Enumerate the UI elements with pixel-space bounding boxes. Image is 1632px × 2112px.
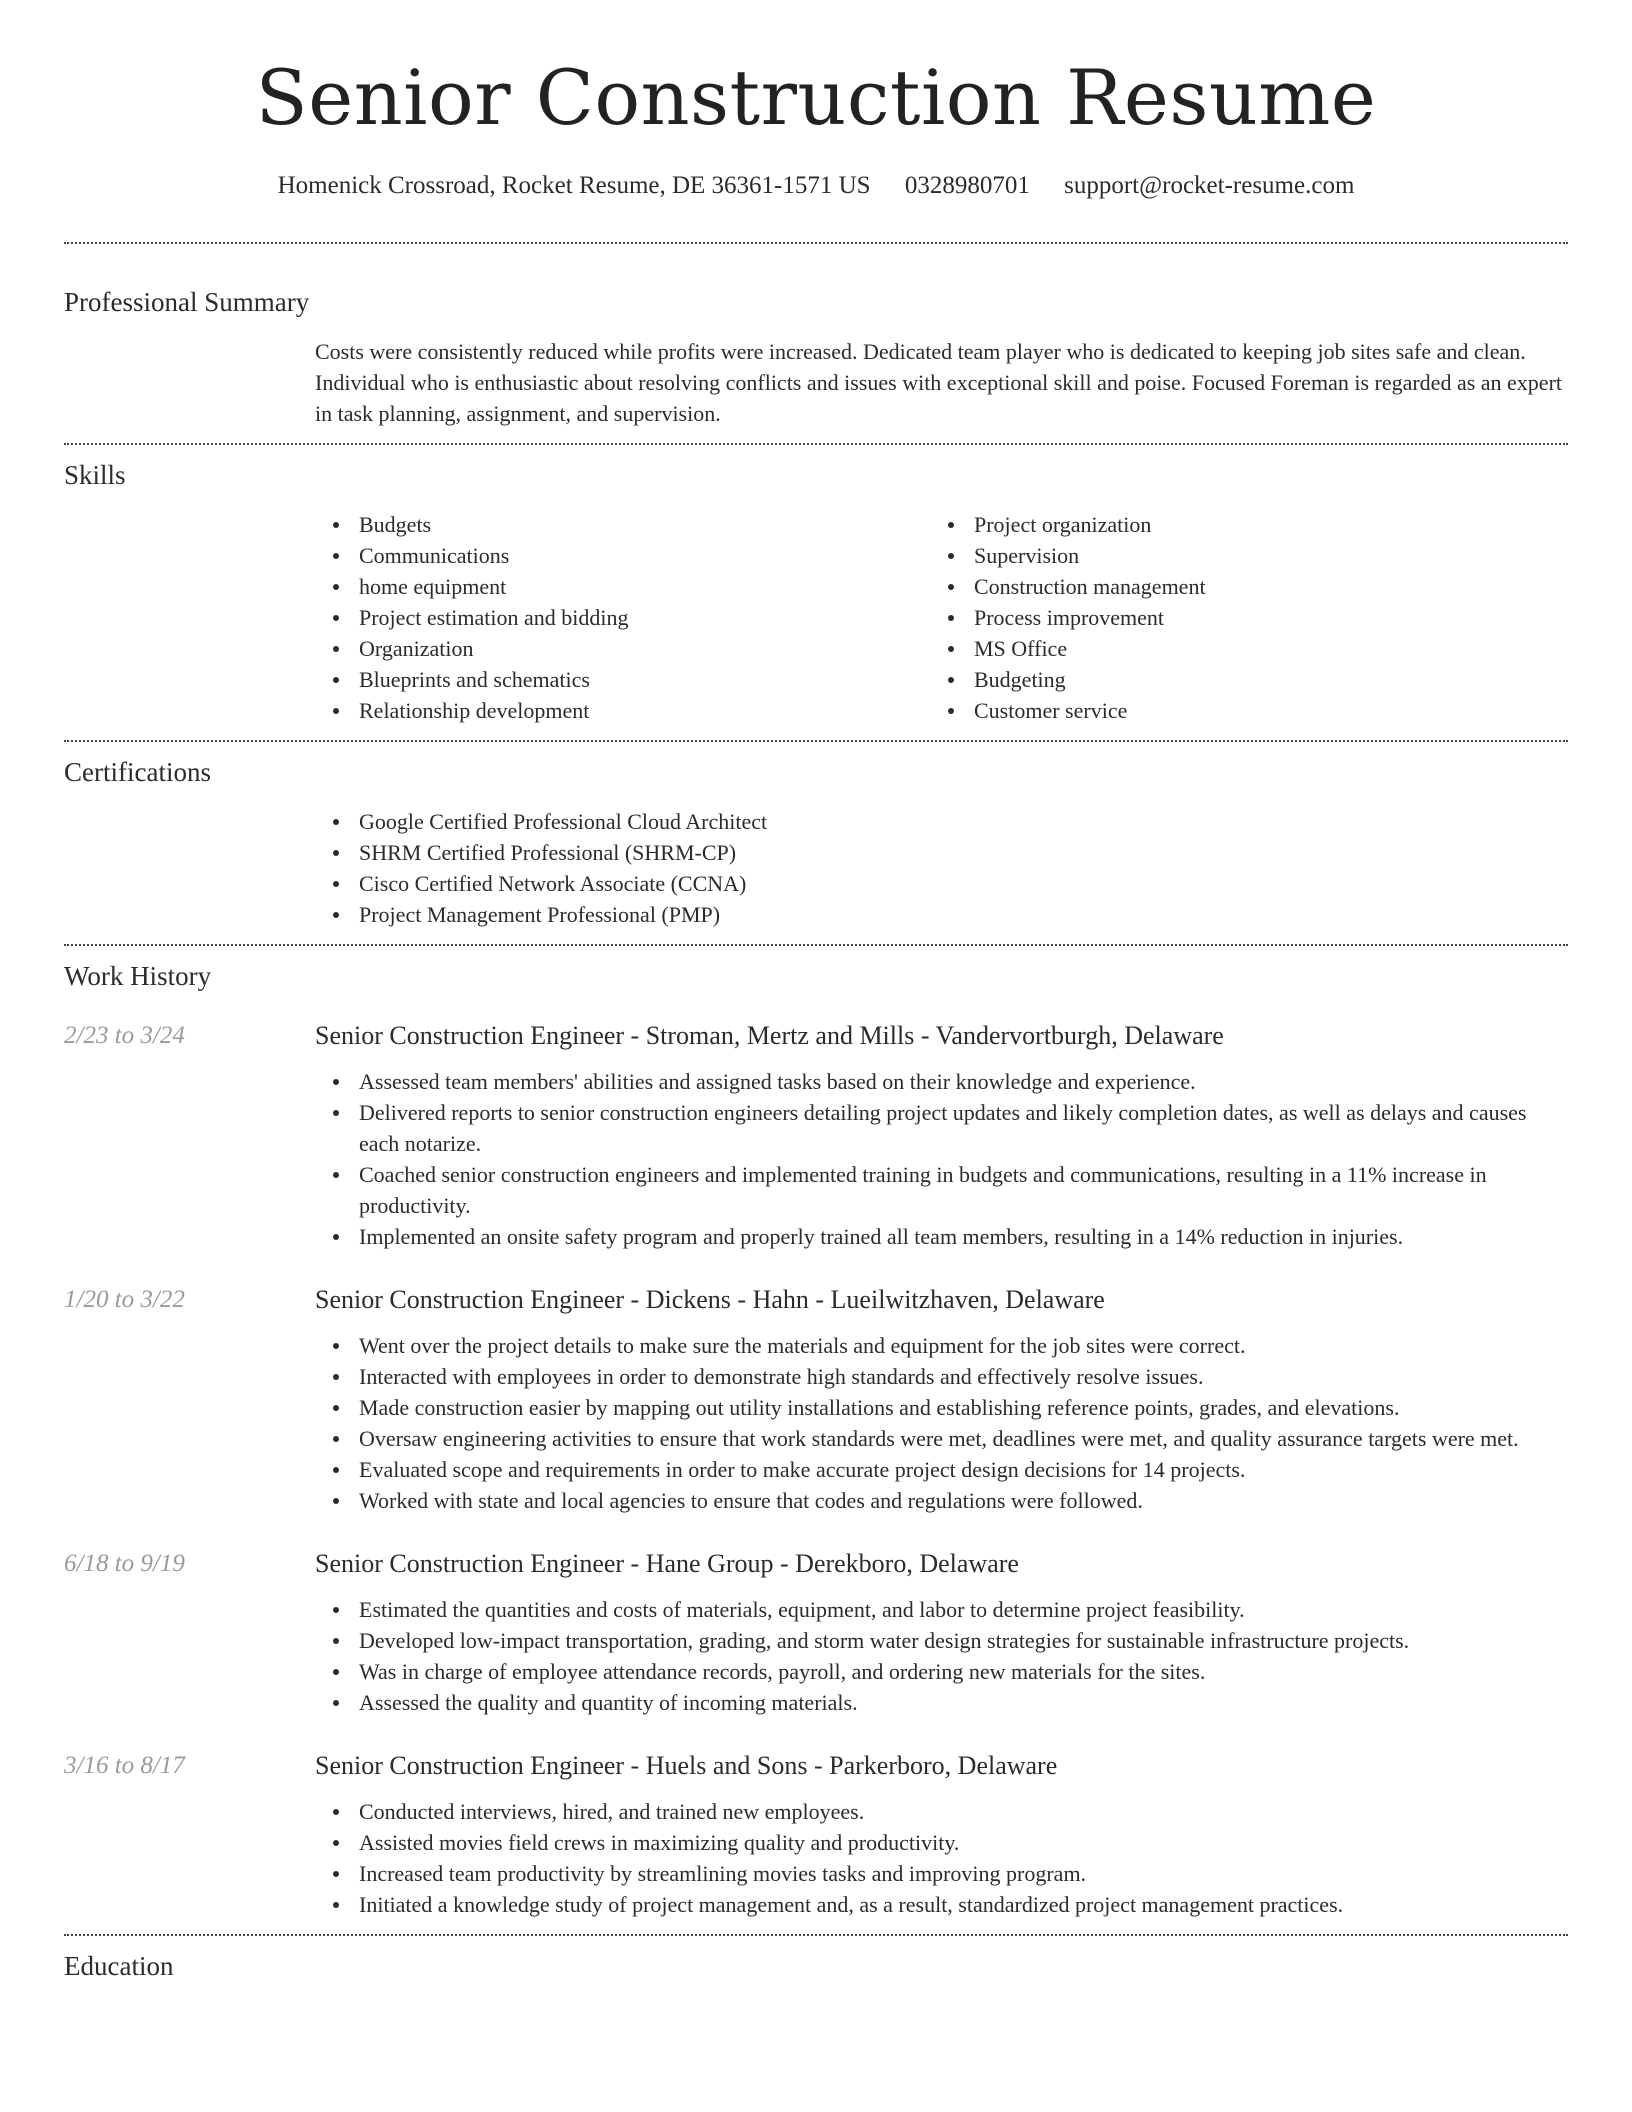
- certifications-heading: Certifications: [64, 757, 211, 787]
- job-bullet: Worked with state and local agencies to ensure that codes and regulations were followed.: [315, 1485, 1568, 1516]
- job-bullet: Implemented an onsite safety program and properly trained all team members, resulting in a 14% reduction in injuries.: [315, 1221, 1568, 1252]
- certification-item: Google Certified Professional Cloud Architect: [315, 806, 1568, 837]
- job-bullet: Was in charge of employee attendance records, payroll, and ordering new materials for the sites.: [315, 1656, 1568, 1687]
- job-bullet: Evaluated scope and requirements in order to make accurate project design decisions for 14 projects.: [315, 1454, 1568, 1485]
- skill-item: MS Office: [930, 633, 1545, 664]
- job-bullet: Went over the project details to make sure the materials and equipment for the job sites were correct.: [315, 1330, 1568, 1361]
- job-bullet: Interacted with employees in order to demonstrate high standards and effectively resolve issues.: [315, 1361, 1568, 1392]
- job-bullets: [315, 1594, 1568, 1718]
- resume-page: [64, 0, 1568, 2112]
- work-history-heading: Work History: [64, 961, 212, 991]
- job-entry: [64, 1748, 1568, 1920]
- job-body: [315, 1330, 1568, 1516]
- job-dates: 2/23 to 3/24: [64, 1022, 185, 1049]
- job-bullet: Assisted movies field crews in maximizing quality and productivity.: [315, 1827, 1568, 1858]
- summary-text: Costs were consistently reduced while profits were increased. Dedicated team player who is dedicated to keeping job sites safe and clean. Individual who is enthusiastic about resolving conflicts and issues with exceptional skill and poise. Focused Foreman is regarded as an expert in task planning, assignment, and supervision.: [315, 339, 1563, 426]
- skill-item: Process improvement: [930, 602, 1545, 633]
- skill-item: Customer service: [930, 695, 1545, 726]
- skill-item: Relationship development: [315, 695, 930, 726]
- education-heading: Education: [64, 1951, 174, 1981]
- contact-phone: 0328980701: [904, 172, 1030, 199]
- job-heading: Senior Construction Engineer - Dickens - Hahn - Lueilwitzhaven, Delaware: [315, 1285, 1105, 1314]
- job-bullet: Coached senior construction engineers and implemented training in budgets and communications, resulting in a 11% increase in productivity.: [315, 1159, 1568, 1221]
- contact-email: support@rocket-resume.com: [1064, 172, 1355, 199]
- education-section: [64, 1936, 1568, 1986]
- resume-title: Senior Construction Resume: [255, 53, 1377, 142]
- job-entry: [64, 1018, 1568, 1252]
- job-heading: Senior Construction Engineer - Stroman, Mertz and Mills - Vandervortburgh, Delaware: [315, 1021, 1224, 1050]
- job-bullets: [315, 1066, 1568, 1252]
- skill-item: Communications: [315, 540, 930, 571]
- skill-item: Project estimation and bidding: [315, 602, 930, 633]
- skills-columns: [315, 509, 1568, 726]
- certifications-section: [64, 742, 1568, 930]
- job-dates: 6/18 to 9/19: [64, 1550, 185, 1577]
- skill-item: Organization: [315, 633, 930, 664]
- job-bullet: Assessed the quality and quantity of incoming materials.: [315, 1687, 1568, 1718]
- job-bullet: Made construction easier by mapping out utility installations and establishing reference points, grades, and elevations.: [315, 1392, 1568, 1423]
- job-bullets: [315, 1330, 1568, 1516]
- job-bullet: Initiated a knowledge study of project management and, as a result, standardized project management practices.: [315, 1889, 1568, 1920]
- contact-address: Homenick Crossroad, Rocket Resume, DE 36361-1571 US: [277, 172, 871, 199]
- job-body: [315, 1594, 1568, 1718]
- job-bullet: Delivered reports to senior construction engineers detailing project updates and likely completion dates, as well as delays and causes each notarize.: [315, 1097, 1568, 1159]
- job-bullet: Estimated the quantities and costs of materials, equipment, and labor to determine project feasibility.: [315, 1594, 1568, 1625]
- skill-item: Budgeting: [930, 664, 1545, 695]
- contact-line: [64, 166, 1568, 206]
- certifications-body: [315, 806, 1568, 930]
- job-bullet: Oversaw engineering activities to ensure that work standards were met, deadlines were met, and quality assurance targets were met.: [315, 1423, 1568, 1454]
- summary-heading: Professional Summary: [64, 287, 310, 317]
- job-heading: Senior Construction Engineer - Huels and Sons - Parkerboro, Delaware: [315, 1751, 1058, 1780]
- skill-item: Blueprints and schematics: [315, 664, 930, 695]
- summary-section: [64, 244, 1568, 429]
- skill-item: Project organization: [930, 509, 1545, 540]
- job-heading: Senior Construction Engineer - Hane Group - Derekboro, Delaware: [315, 1549, 1019, 1578]
- skills-section: [64, 445, 1568, 726]
- job-body: [315, 1796, 1568, 1920]
- job-dates: 1/20 to 3/22: [64, 1286, 185, 1313]
- certification-item: Cisco Certified Network Associate (CCNA): [315, 868, 1568, 899]
- skill-item: Budgets: [315, 509, 930, 540]
- skill-item: home equipment: [315, 571, 930, 602]
- certification-item: SHRM Certified Professional (SHRM-CP): [315, 837, 1568, 868]
- job-bullet: Assessed team members' abilities and assigned tasks based on their knowledge and experience.: [315, 1066, 1568, 1097]
- certifications-list: [315, 806, 1568, 930]
- work-history-section: [64, 946, 1568, 1920]
- job-entry: [64, 1546, 1568, 1718]
- resume-header: [64, 0, 1568, 206]
- job-bullet: Developed low-impact transportation, grading, and storm water design strategies for sustainable infrastructure projects.: [315, 1625, 1568, 1656]
- certification-item: Project Management Professional (PMP): [315, 899, 1568, 930]
- job-entry: [64, 1282, 1568, 1516]
- job-bullet: Increased team productivity by streamlining movies tasks and improving program.: [315, 1858, 1568, 1889]
- job-bullets: [315, 1796, 1568, 1920]
- job-dates: 3/16 to 8/17: [64, 1752, 185, 1779]
- skill-item: Construction management: [930, 571, 1545, 602]
- skill-item: Supervision: [930, 540, 1545, 571]
- skills-list-right: [930, 509, 1545, 726]
- job-body: [315, 1066, 1568, 1252]
- job-bullet: Conducted interviews, hired, and trained new employees.: [315, 1796, 1568, 1827]
- skills-heading: Skills: [64, 460, 126, 490]
- skills-list-left: [315, 509, 930, 726]
